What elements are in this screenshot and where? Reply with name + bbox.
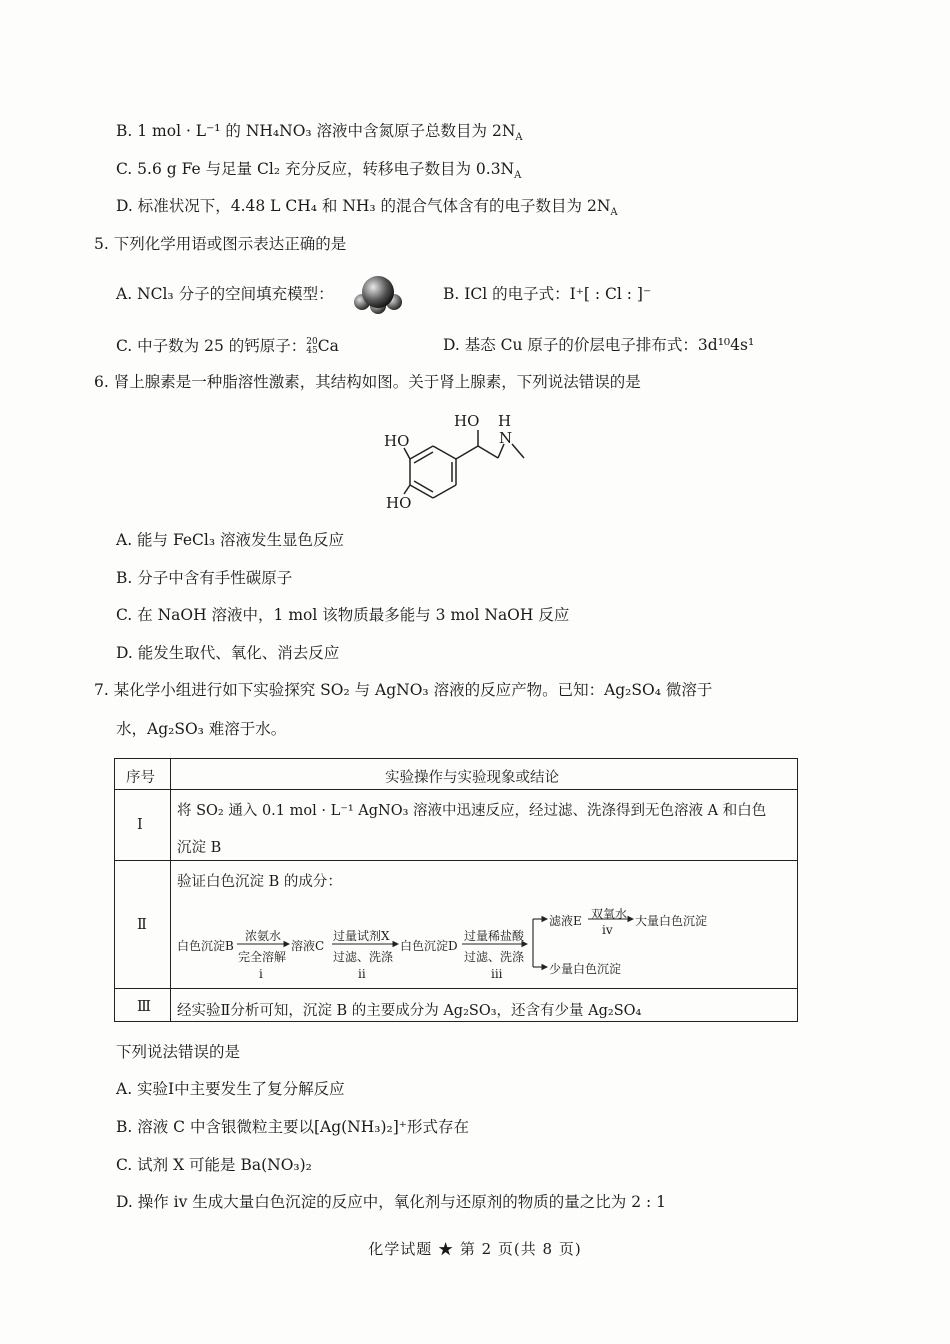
ncl3-space-filling-model	[352, 272, 404, 316]
flow-small-white-precipitate: 少量白色沉淀	[549, 962, 622, 976]
flow-arrow1-bottom: 完全溶解	[238, 950, 287, 964]
q7-stem-line1: 7. 某化学小组进行如下实验探究 SO₂ 与 AgNO₃ 溶液的反应产物。已知：Ag₂SO₄ 微溶于	[94, 681, 713, 699]
q7-option-d: D. 操作 iv 生成大量白色沉淀的反应中，氧化剂与还原剂的物质的量之比为 2 : 1	[116, 1193, 667, 1211]
q5-option-a: A. NCl₃ 分子的空间填充模型：	[116, 285, 334, 303]
q6-option-a: A. 能与 FeCl₃ 溶液发生显色反应	[116, 531, 345, 549]
row2-number: Ⅱ	[137, 917, 147, 933]
q7-stem-line2: 水，Ag₂SO₃ 难溶于水。	[116, 720, 287, 738]
flow-white-precipitate-b: 白色沉淀B	[177, 939, 234, 953]
flow-solution-c: 溶液C	[291, 939, 325, 953]
row2-text: 验证白色沉淀 B 的成分：	[177, 874, 342, 890]
q5-option-b: B. ICl 的电子式：I⁺[ : Cl : ]⁻	[443, 285, 652, 303]
q7-question-line: 下列说法错误的是	[116, 1043, 241, 1061]
flow-arrow3-step: iii	[491, 967, 503, 981]
table-header-no: 序号	[126, 770, 155, 786]
q5-option-c: C. 中子数为 25 的钙原子： 20 45 Ca	[116, 337, 339, 356]
q6-stem: 6. 肾上腺素是一种脂溶性激素，其结构如图。关于肾上腺素，下列说法错误的是	[94, 373, 641, 391]
flow-white-precipitate-d: 白色沉淀D	[400, 939, 458, 953]
row3-number: Ⅲ	[137, 999, 151, 1015]
label-n: N	[499, 429, 513, 447]
q6-option-d: D. 能发生取代、氧化、消去反应	[116, 644, 340, 662]
label-h-top: H	[498, 412, 512, 430]
flow-arrow2-top: 过量试剂X	[333, 929, 390, 943]
q7-option-a: A. 实验Ⅰ中主要发生了复分解反应	[116, 1080, 345, 1098]
flow-arrows	[115, 759, 799, 1023]
experiment-table	[114, 758, 798, 1022]
row1-text-line2: 沉淀 B	[177, 840, 222, 856]
label-ho-left: HO	[384, 432, 410, 450]
flow-arrow2-step: ii	[358, 967, 366, 981]
flow-arrow4-step: iv	[602, 923, 613, 937]
q5-option-d: D. 基态 Cu 原子的价层电子排布式：3d¹⁰4s¹	[443, 336, 755, 354]
flow-arrow3-bottom: 过滤、洗涤	[464, 950, 525, 964]
flow-arrow3-top: 过量稀盐酸	[464, 929, 525, 943]
label-ho-top: HO	[454, 412, 480, 430]
row3-text: 经实验Ⅱ分析可知，沉淀 B 的主要成分为 Ag₂SO₃，还含有少量 Ag₂SO₄	[177, 1003, 642, 1019]
flow-arrow4-top: 双氧水	[591, 907, 628, 921]
q4-option-b: B. 1 mol · L⁻¹ 的 NH₄NO₃ 溶液中含氮原子总数目为 $2N_A$	[116, 122, 523, 144]
label-ho-bottom: HO	[386, 494, 412, 512]
q5-stem: 5. 下列化学用语或图示表达正确的是	[94, 235, 347, 253]
flow-large-white-precipitate: 大量白色沉淀	[635, 914, 708, 928]
q4-option-c: C. 5.6 g Fe 与足量 Cl₂ 充分反应，转移电子数目为 $0.3N_A$	[116, 160, 522, 182]
q7-option-b: B. 溶液 C 中含银微粒主要以[Ag(NH₃)₂]⁺形式存在	[116, 1118, 469, 1136]
flow-filtrate-e: 滤液E	[549, 914, 582, 928]
epinephrine-structure	[378, 408, 548, 518]
table-header-content: 实验操作与实验现象或结论	[385, 770, 559, 786]
q7-option-c: C. 试剂 X 可能是 Ba(NO₃)₂	[116, 1156, 312, 1174]
q4-option-d: D. 标准状况下，4.48 L CH₄ 和 NH₃ 的混合气体含有的电子数目为 $2N_A$	[116, 197, 618, 219]
flow-arrow2-bottom: 过滤、洗涤	[333, 950, 394, 964]
page-footer: 化学试题 ★ 第 2 页(共 8 页)	[368, 1240, 582, 1258]
q6-option-c: C. 在 NaOH 溶液中，1 mol 该物质最多能与 3 mol NaOH 反应	[116, 606, 570, 624]
q6-option-b: B. 分子中含有手性碳原子	[116, 569, 293, 587]
flow-arrow1-top: 浓氨水	[245, 929, 282, 943]
row1-number: Ⅰ	[137, 817, 143, 833]
flow-arrow1-step: i	[259, 967, 263, 981]
row1-text-line1: 将 SO₂ 通入 0.1 mol · L⁻¹ AgNO₃ 溶液中迅速反应，经过滤、洗涤得到无色溶液 A 和白色	[177, 803, 767, 819]
